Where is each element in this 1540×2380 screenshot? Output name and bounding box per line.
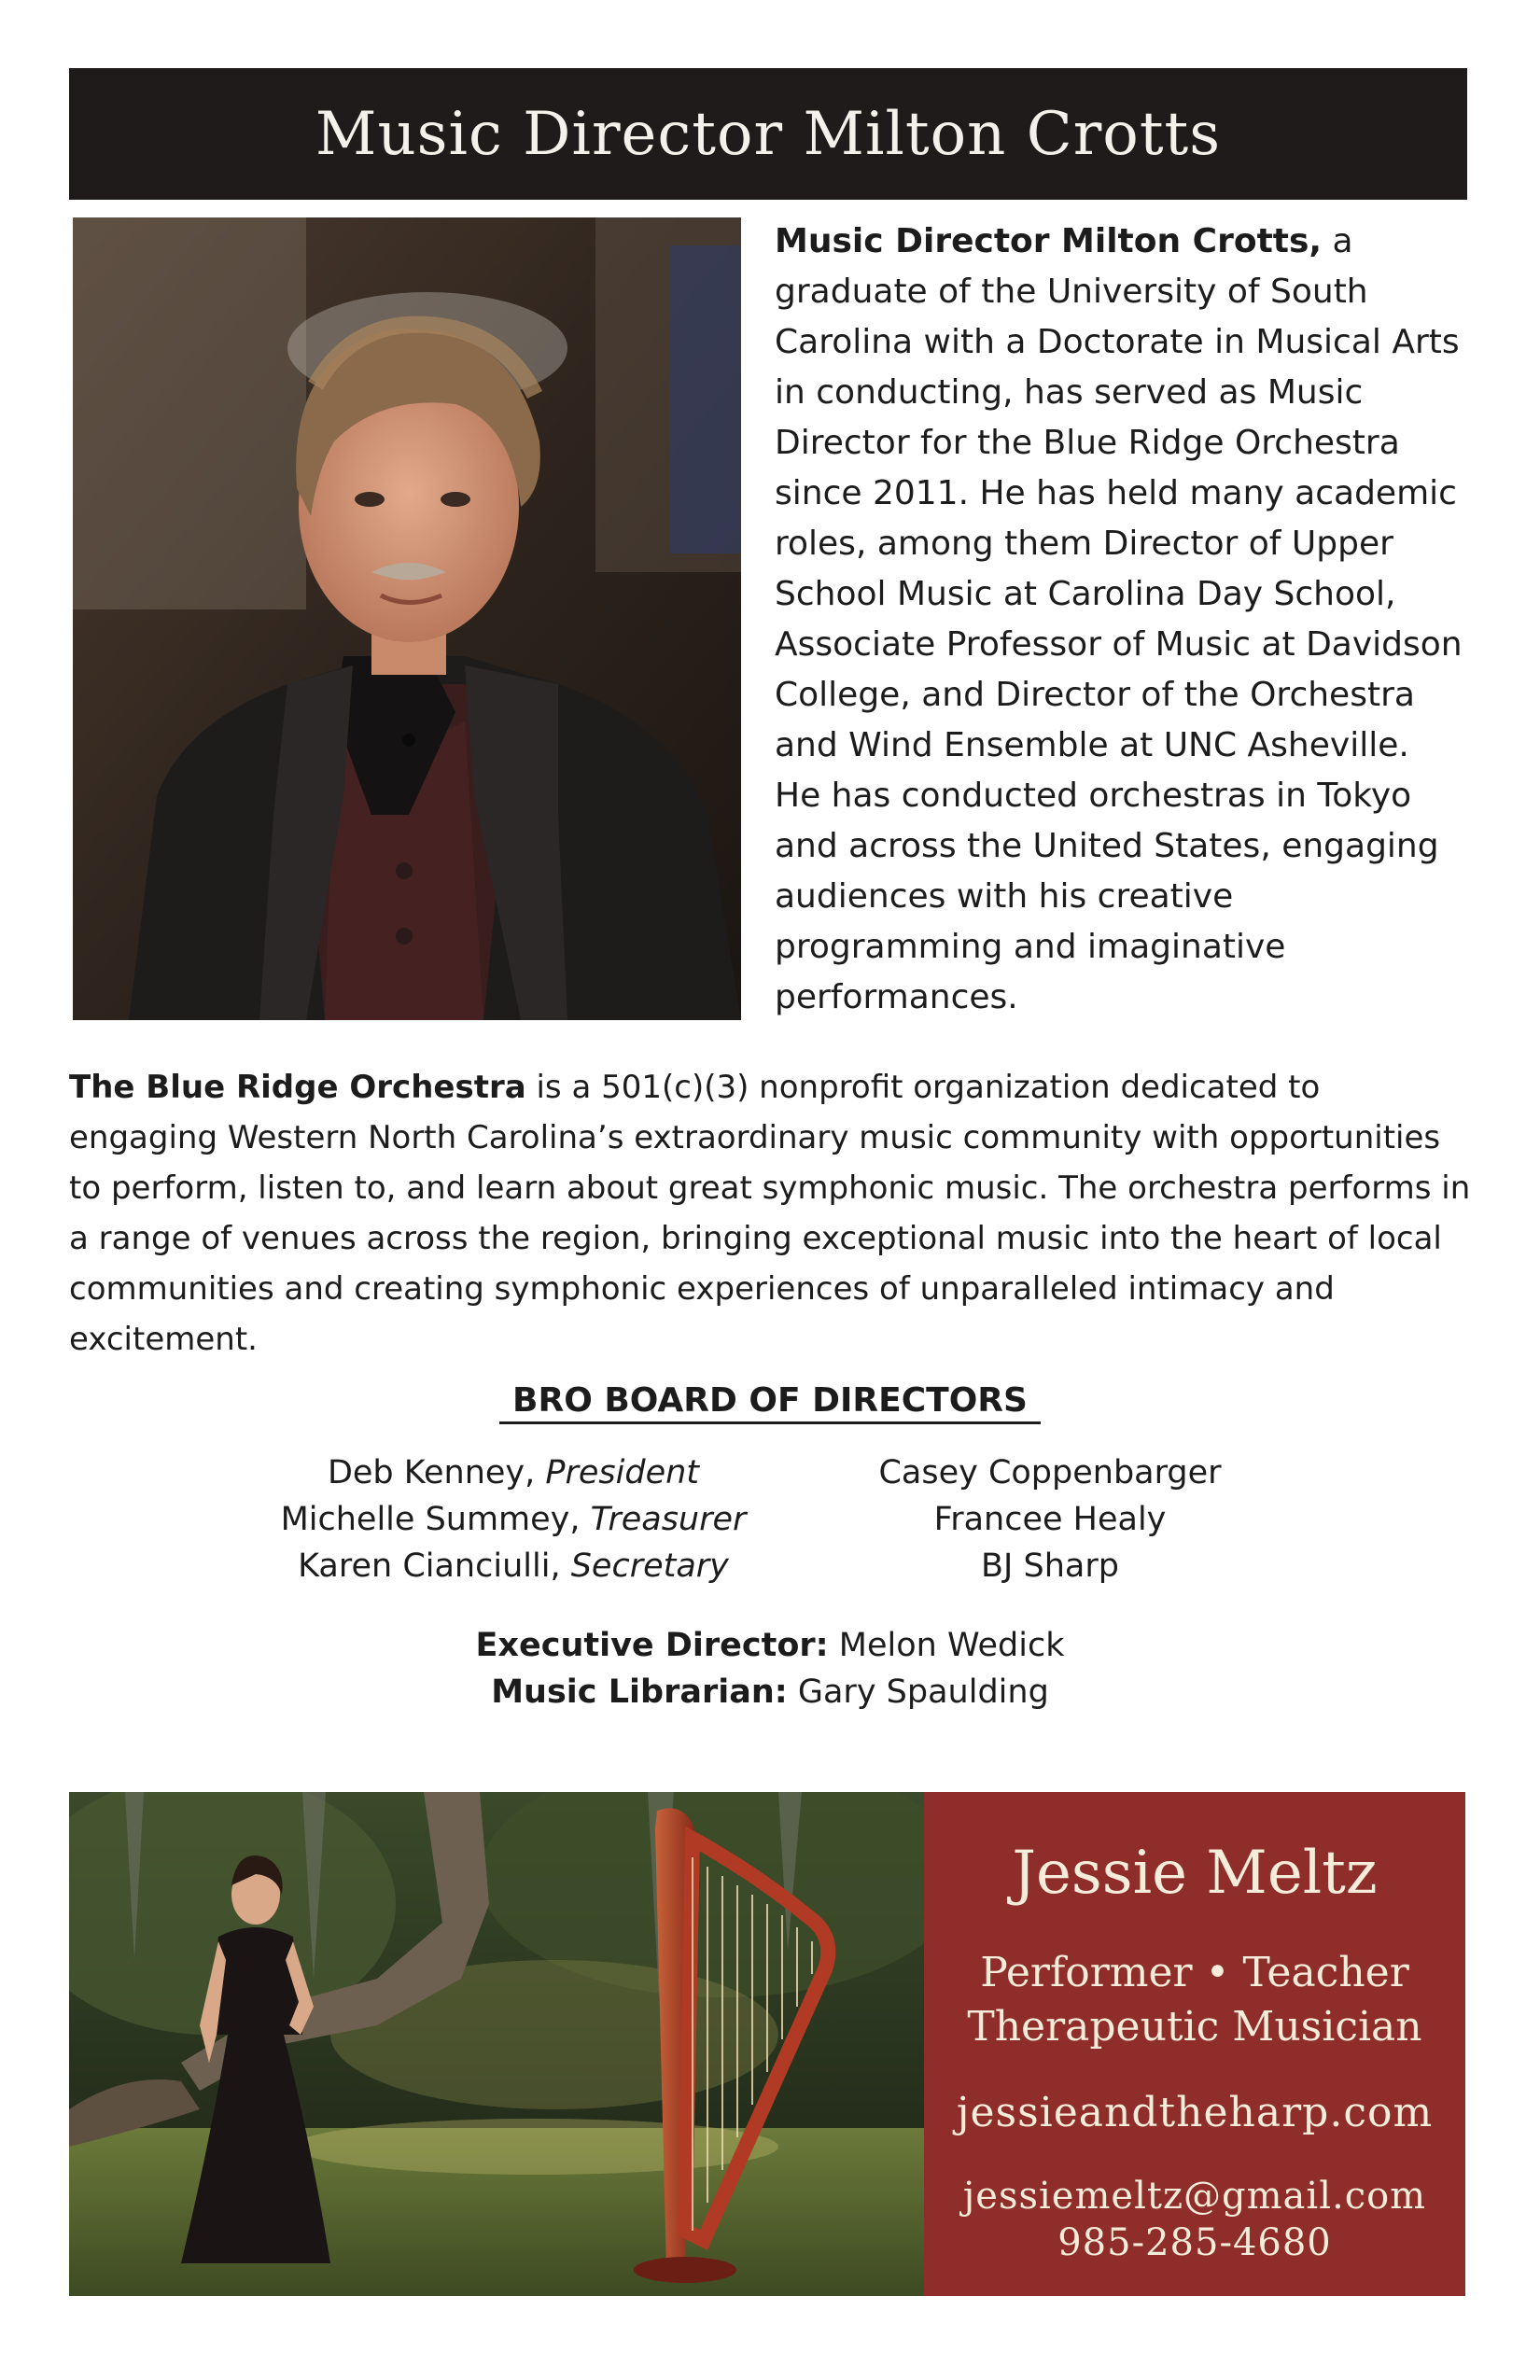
ad-roles-line1: Performer • Teacher [980, 1949, 1409, 1996]
board-officer [271, 1543, 756, 1589]
about-text: is a 501(c)(3) nonprofit organization dedicated to engaging Western North Carolina’s extraordinary music community with opportunities to perform, listen to, and learn about great symphonic music. The orchestra performs in a range of venues across the region, bringing exceptional music into the heart of local communities and creating symphonic experiences of unparalleled intimacy and excitement. [69, 1069, 1471, 1358]
page-title-bar [69, 68, 1467, 200]
bio-text: a graduate of the University of South Carolina with a Doctorate in Musical Arts in conducting, has served as Music Director for the Blue Ridge Orchestra since 2011. He has held many academic roles, among them Director of Upper School Music at Carolina Day School, Associate Professor of Music at Davidson College, and Director of the Orchestra and Wind Ensemble at UNC Asheville. He has conducted orchestras in Tokyo and across the United States, engaging audiences with his creative programming and imaginative performances. [775, 222, 1463, 1016]
board-members [821, 1449, 1279, 1589]
page-title: Music Director Milton Crotts [315, 99, 1222, 169]
officer-name: Karen Cianciulli, [298, 1547, 571, 1585]
board-heading-text: BRO BOARD OF DIRECTORS [499, 1381, 1041, 1424]
ad-phone: 985-285-4680 [1057, 2221, 1332, 2264]
board-officer [271, 1496, 756, 1543]
officer-role: President [545, 1454, 700, 1491]
board-officer [271, 1449, 756, 1496]
harpist-photo-illustration [69, 1792, 924, 2296]
director-bio [775, 217, 1465, 1023]
staff-label: Executive Director: [475, 1627, 829, 1664]
officer-role: Treasurer [590, 1501, 747, 1538]
director-portrait-photo [73, 217, 741, 1020]
ad-roles-line2: Therapeutic Musician [967, 2003, 1422, 2051]
about-org-name: The Blue Ridge Orchestra [69, 1069, 526, 1106]
board-member: Francee Healy [933, 1501, 1167, 1538]
officer-role: Secretary [570, 1547, 729, 1585]
ad-name: Jessie Meltz [1012, 1839, 1378, 1908]
ad-email[interactable]: jessiemeltz@gmail.com [962, 2175, 1427, 2218]
officer-name: Deb Kenney, [327, 1454, 546, 1491]
ad-website[interactable]: jessieandtheharp.com [956, 2089, 1434, 2136]
board-member: BJ Sharp [981, 1547, 1119, 1585]
staff-music-librarian [0, 1669, 1540, 1715]
orchestra-about [69, 1062, 1478, 1365]
harpist-ad-photo [69, 1792, 924, 2296]
staff-value: Melon Wedick [828, 1627, 1065, 1664]
officer-name: Michelle Summey, [280, 1501, 591, 1538]
director-portrait-illustration [73, 217, 741, 1020]
staff-executive-director [0, 1622, 1540, 1669]
staff-value: Gary Spaulding [787, 1673, 1049, 1711]
board-heading [0, 1381, 1540, 1420]
board-member: Casey Coppenbarger [878, 1454, 1222, 1491]
staff-list [0, 1622, 1540, 1715]
bio-name: Music Director Milton Crotts, [775, 222, 1323, 260]
harpist-ad-panel [924, 1792, 1465, 2296]
board-officers [271, 1449, 756, 1589]
staff-label: Music Librarian: [491, 1673, 788, 1711]
